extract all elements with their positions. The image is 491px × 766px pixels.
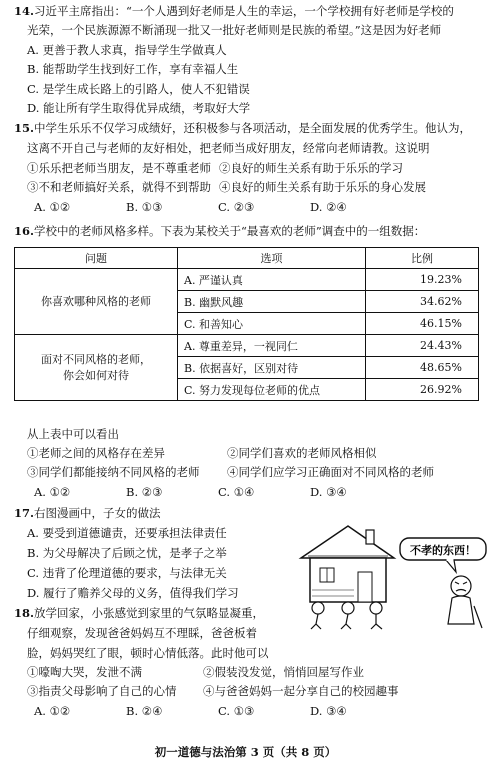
q15-items-row-2: ③不和老师搞好关系，就得不到帮助 ④良好的师生关系有助于乐乐的身心发展	[27, 180, 426, 194]
q18-items-row-2: ③指责父母影响了自己的心情 ④与爸爸妈妈一起分享自己的校园趣事	[27, 684, 399, 698]
q15-items-row-1: ①乐乐把老师当朋友，是不尊重老师 ②良好的师生关系有助于乐乐的学习	[27, 161, 403, 175]
q18-items-row-1: ①嚎啕大哭，发泄不满 ②假装没发觉，悄悄回屋写作业	[27, 665, 364, 679]
table-option: C. 和善知心	[178, 313, 366, 335]
cartoon-illustration	[296, 520, 488, 630]
table-ratio: 19.23%	[366, 269, 479, 291]
q16-items-row-1: ①老师之间的风格存在差异 ②同学们喜欢的老师风格相似	[27, 446, 377, 460]
q16-stem: 16.学校中的老师风格多样。下表为某校关于“最喜欢的老师”调查中的一组数据：	[14, 224, 426, 238]
table-ratio: 48.65%	[366, 357, 479, 379]
q18-stem-line-3: 脸，妈妈哭红了眼，顿时心情低落。此时他可以	[27, 646, 269, 660]
q16-choices: A. ①② B. ②③ C. ①④ D. ③④	[34, 485, 347, 499]
table-option: B. 幽默风趣	[178, 291, 366, 313]
q14-option-b: B. 能帮助学生找到好工作，享有幸福人生	[27, 62, 239, 76]
table-row	[15, 335, 479, 357]
table-header-ratio: 比例	[366, 248, 479, 269]
q18-stem-line-2: 仔细观察，发现爸爸妈妈互不理睬，爸爸板着	[27, 626, 257, 640]
q15-stem-line-1: 15.中学生乐乐不仅学习成绩好，还积极参与各项活动，是全面发展的优秀学生。他认为，	[14, 121, 471, 135]
table-option: C. 努力发现每位老师的优点	[178, 379, 366, 401]
q16-after-table: 从上表中可以看出	[27, 427, 119, 441]
q14-option-d: D. 能让所有学生取得优异成绩，考取好大学	[27, 101, 251, 115]
table-question-2: 面对不同风格的老师， 你会如何对待	[15, 335, 178, 401]
table-question-1: 你喜欢哪种风格的老师	[15, 269, 178, 335]
page-footer: 初一道德与法治第 3 页（共 8 页）	[154, 745, 337, 759]
cartoon-speech-text: 不孝的东西！	[410, 544, 476, 557]
q15-stem-line-2: 这离不开自己与老师的友好相处，把老师当成好朋友，经常向老师请教。这说明	[27, 141, 430, 155]
q15-choices: A. ①② B. ①③ C. ②③ D. ②④	[34, 200, 347, 214]
q17-option-c: C. 违背了伦理道德的要求，与法律无关	[27, 566, 227, 580]
table-ratio: 46.15%	[366, 313, 479, 335]
table-ratio: 34.62%	[366, 291, 479, 313]
q17-option-a: A. 要受到道德谴责，还要承担法律责任	[27, 526, 227, 540]
q14-stem-line-1: 14.习近平主席指出：“一个人遇到好老师是人生的幸运，一个学校拥有好老师是学校的	[14, 4, 454, 18]
table-ratio: 26.92%	[366, 379, 479, 401]
table-option: A. 尊重差异，一视同仁	[178, 335, 366, 357]
q17-option-d: D. 履行了赡养父母的义务，值得我们学习	[27, 586, 239, 600]
q16-items-row-2: ③同学们都能接纳不同风格的老师 ④同学们应学习正确面对不同风格的老师	[27, 465, 434, 479]
table-header-row	[15, 248, 479, 269]
q14-stem-line-2: 光荣，一个民族源源不断涌现一批又一批好老师则是民族的希望。”这是因为好老师	[27, 23, 442, 37]
survey-table	[14, 247, 479, 401]
table-header-option: 选项	[178, 248, 366, 269]
q18-choices: A. ①② B. ②④ C. ①③ D. ③④	[34, 704, 347, 718]
q17-stem: 17.右图漫画中，子女的做法	[14, 506, 161, 520]
table-option: B. 依据喜好，区别对待	[178, 357, 366, 379]
q14-option-a: A. 更善于教人求真，指导学生学做真人	[27, 43, 227, 57]
q14-option-c: C. 是学生成长路上的引路人，使人不犯错误	[27, 82, 250, 96]
table-option: A. 严谨认真	[178, 269, 366, 291]
table-ratio: 24.43%	[366, 335, 479, 357]
q17-option-b: B. 为父母解决了后顾之忧，是孝子之举	[27, 546, 227, 560]
table-header-question: 问题	[15, 248, 178, 269]
q18-stem-line-1: 18.放学回家，小张感觉到家里的气氛略显凝重，	[14, 606, 264, 620]
table-row	[15, 269, 479, 291]
